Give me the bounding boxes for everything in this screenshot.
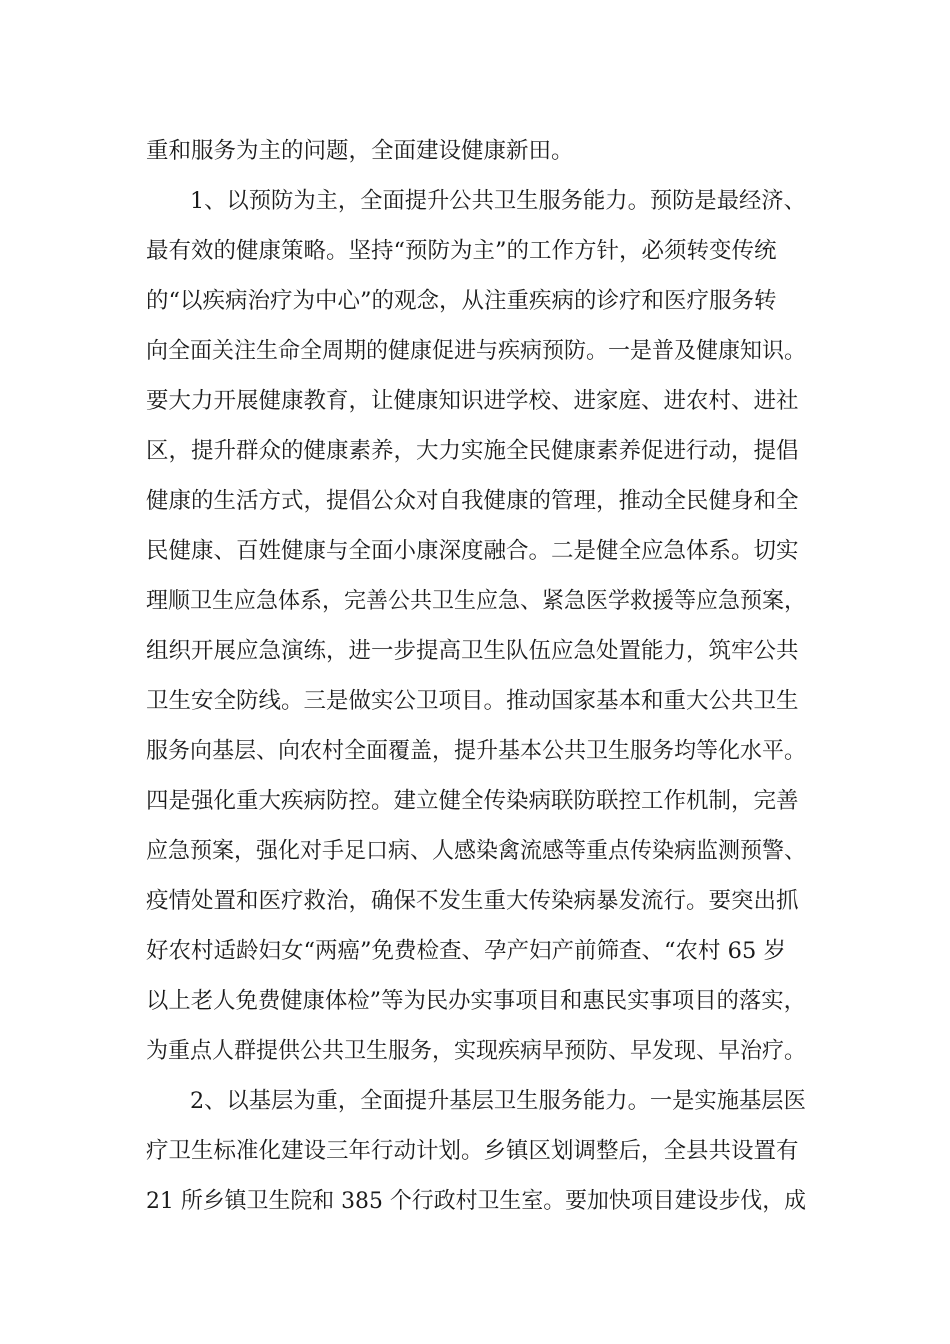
text-line-10: 理顺卫生应急体系，完善公共卫生应急、紧急医学救援等应急预案， (146, 588, 807, 614)
text-line-13: 服务向基层、向农村全面覆盖，提升基本公共卫生服务均等化水平。 (146, 738, 807, 764)
text-line-22: 21 所乡镇卫生院和 385 个行政村卫生室。要加快项目建设步伐，成 (146, 1188, 807, 1214)
text-line-5: 向全面关注生命全周期的健康促进与疾病预防。一是普及健康知识。 (146, 338, 807, 364)
text-line-9: 民健康、百姓健康与全面小康深度融合。二是健全应急体系。切实 (146, 538, 799, 564)
text-line-12: 卫生安全防线。三是做实公卫项目。推动国家基本和重大公共卫生 (146, 688, 799, 714)
text-line-11: 组织开展应急演练，进一步提高卫生队伍应急处置能力，筑牢公共 (146, 638, 799, 664)
text-line-14: 四是强化重大疾病防控。建立健全传染病联防联控工作机制，完善 (146, 788, 799, 814)
text-line-1: 重和服务为主的问题，全面建设健康新田。 (146, 138, 574, 164)
text-line-19: 为重点人群提供公共卫生服务，实现疾病早预防、早发现、早治疗。 (146, 1038, 807, 1064)
text-line-20: 2、以基层为重，全面提升基层卫生服务能力。一是实施基层医 (190, 1088, 806, 1114)
text-line-7: 区，提升群众的健康素养，大力实施全民健康素养促进行动，提倡 (146, 438, 799, 464)
text-line-2: 1、以预防为主，全面提升公共卫生服务能力。预防是最经济、 (190, 188, 806, 214)
text-line-18: 以上老人免费健康体检”等为民办实事项目和惠民实事项目的落实， (146, 988, 807, 1014)
text-line-3: 最有效的健康策略。坚持“预防为主”的工作方针，必须转变传统 (146, 238, 777, 264)
text-line-21: 疗卫生标准化建设三年行动计划。乡镇区划调整后，全县共设置有 (146, 1138, 799, 1164)
text-line-15: 应急预案，强化对手足口病、人感染禽流感等重点传染病监测预警、 (146, 838, 807, 864)
text-line-6: 要大力开展健康教育，让健康知识进学校、进家庭、进农村、进社 (146, 388, 799, 414)
text-line-4: 的“以疾病治疗为中心”的观念，从注重疾病的诊疗和医疗服务转 (146, 288, 777, 314)
text-line-17: 好农村适龄妇女“两癌”免费检查、孕产妇产前筛查、“农村 65 岁 (146, 938, 786, 964)
text-line-16: 疫情处置和医疗救治，确保不发生重大传染病暴发流行。要突出抓 (146, 888, 799, 914)
text-line-8: 健康的生活方式，提倡公众对自我健康的管理，推动全民健身和全 (146, 488, 799, 514)
